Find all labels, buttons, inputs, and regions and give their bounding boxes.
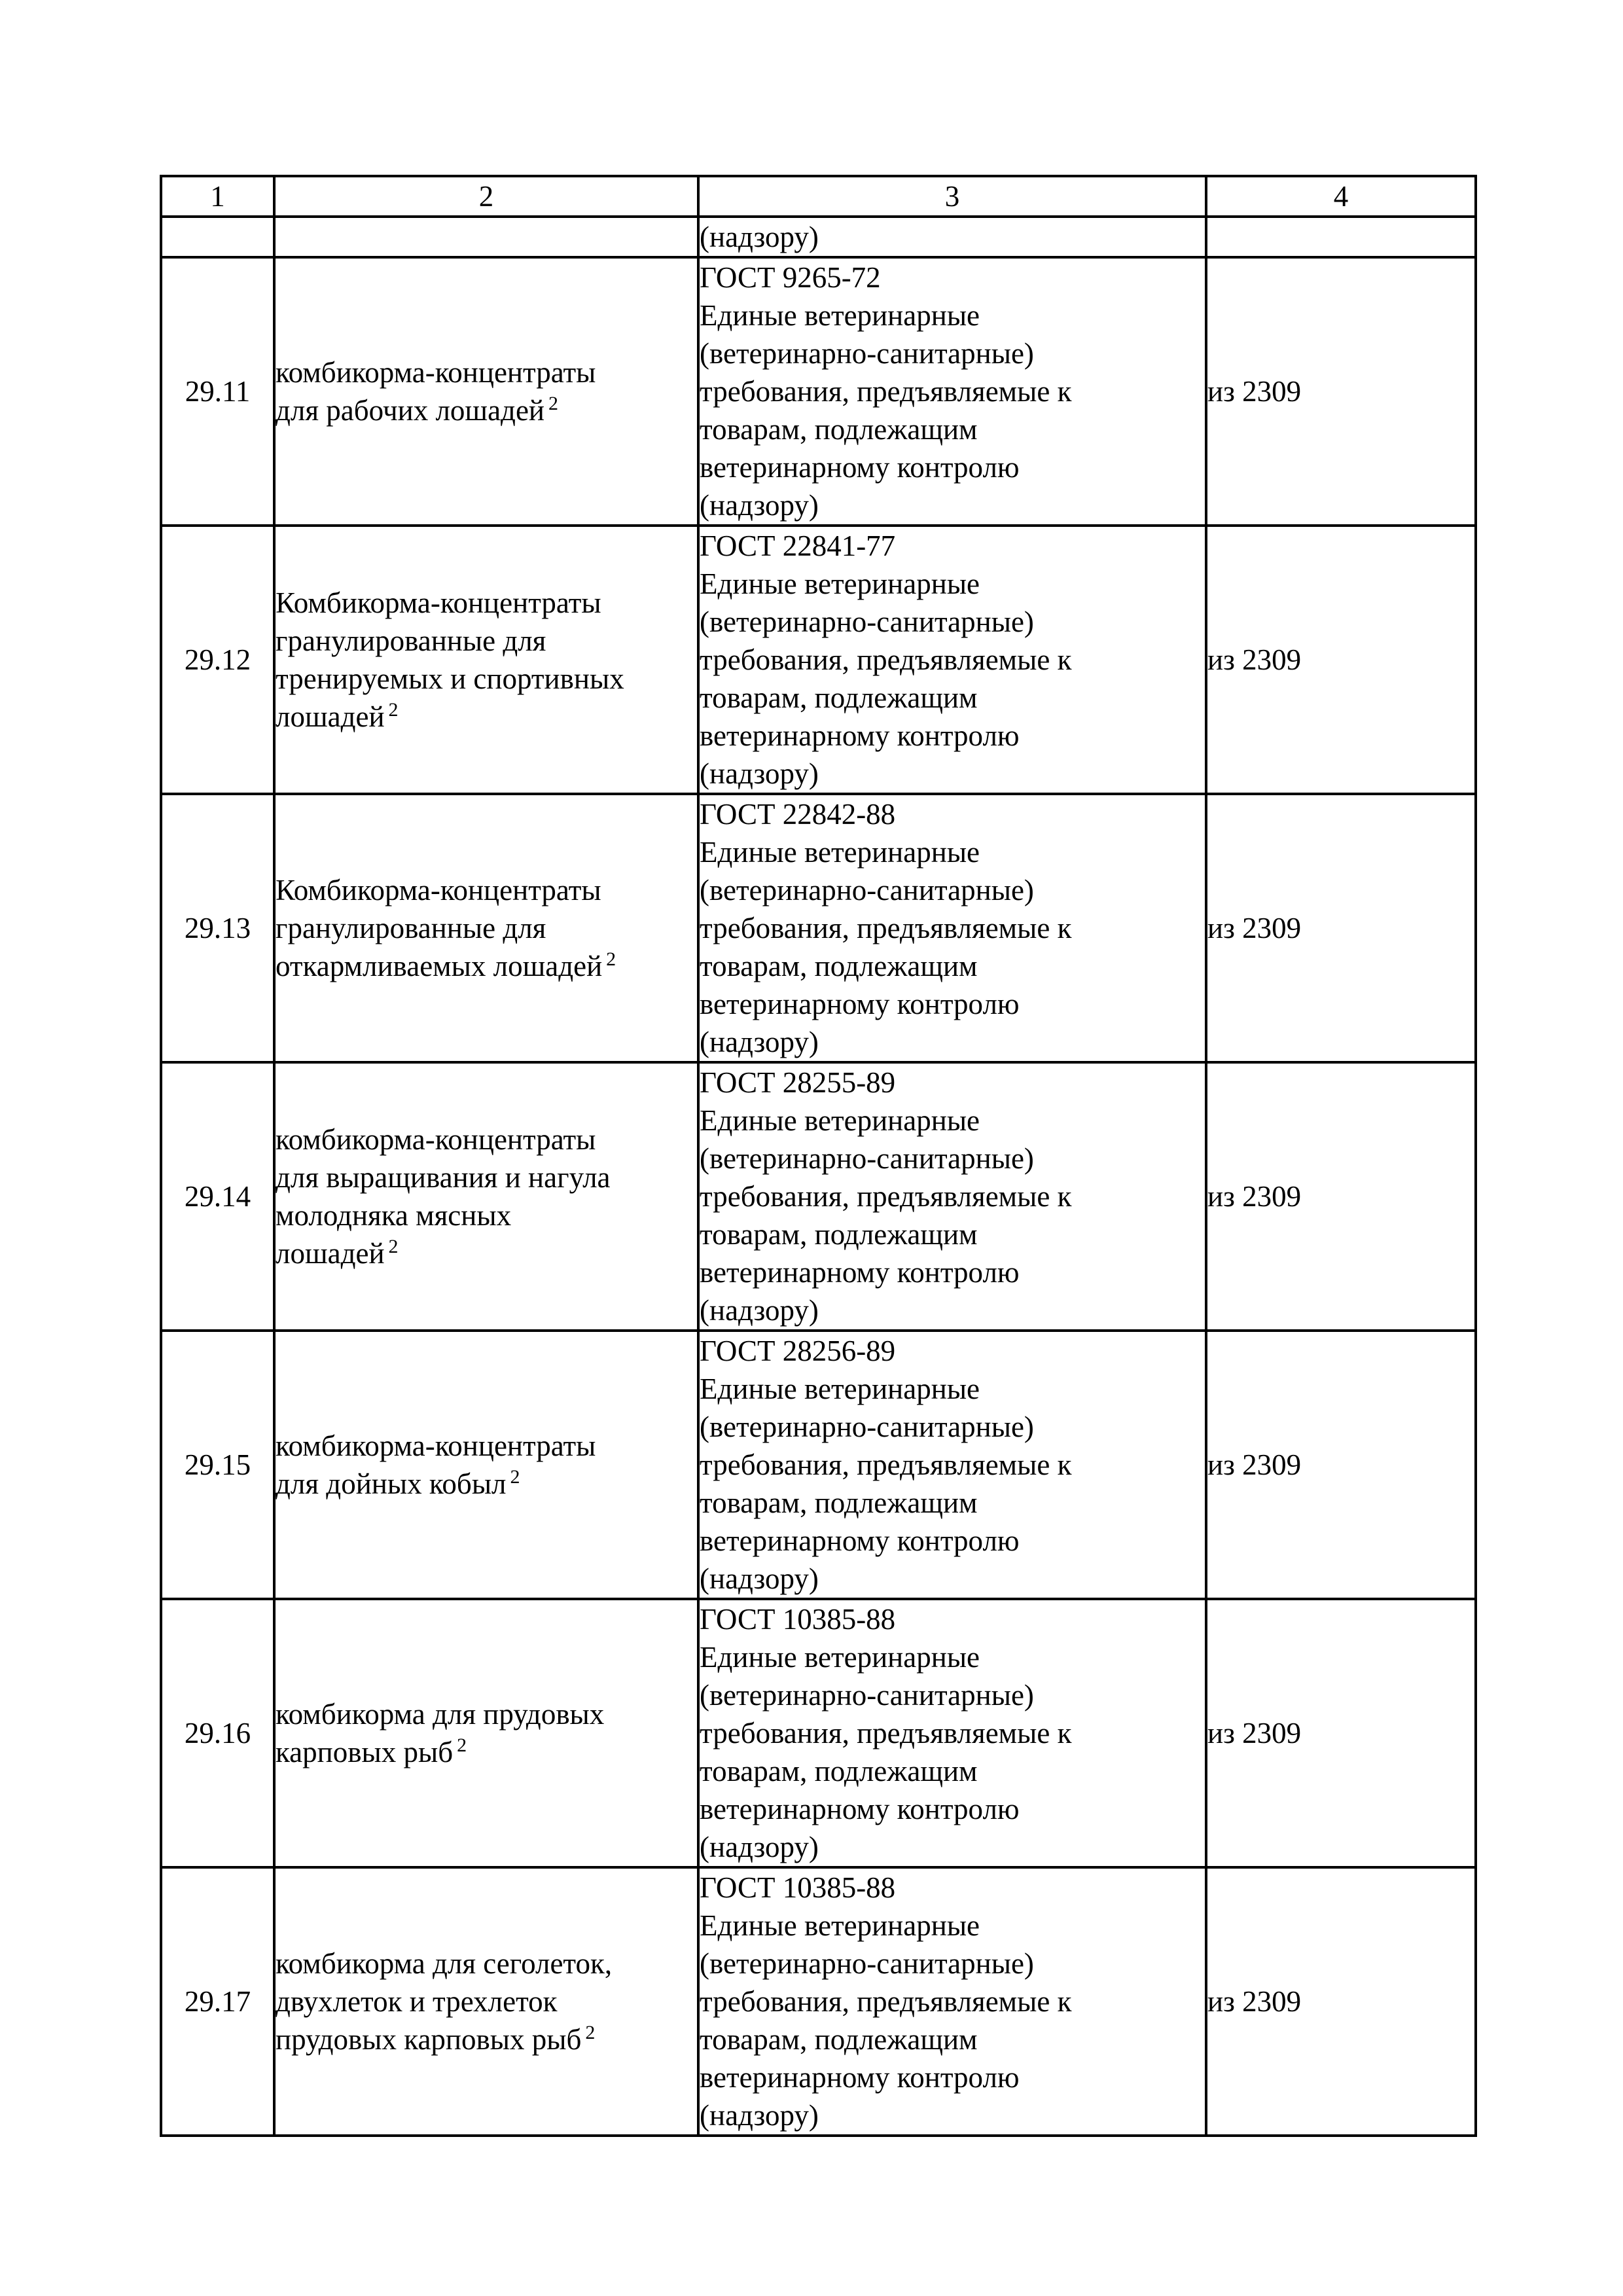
table-row bbox=[161, 1062, 1476, 1331]
requirement-document bbox=[698, 1599, 1206, 1867]
product-name-text: карповых рыб bbox=[276, 1736, 454, 1768]
header-cell-3: 3 bbox=[698, 176, 1206, 217]
continuation-code bbox=[1206, 217, 1476, 257]
product-name bbox=[274, 526, 698, 794]
requirement-line: требования, предъявляемые к bbox=[700, 1985, 1072, 2018]
tnved-code: из 2309 bbox=[1206, 526, 1476, 794]
row-number: 29.15 bbox=[161, 1331, 274, 1599]
table-row bbox=[161, 1867, 1476, 2136]
requirement-line: (надзору) bbox=[700, 1562, 819, 1595]
product-name-line bbox=[276, 947, 697, 985]
requirement-line: требования, предъявляемые к bbox=[700, 375, 1072, 408]
regulation-table bbox=[160, 175, 1477, 2137]
requirement-line: (надзору) bbox=[700, 1831, 819, 1863]
footnote-marker: 2 bbox=[585, 2022, 596, 2043]
requirement-line: Единые ветеринарные bbox=[700, 1104, 980, 1137]
requirement-line: (надзору) bbox=[700, 757, 819, 790]
requirement-line: товарам, подлежащим bbox=[700, 1486, 978, 1519]
product-name-line bbox=[276, 1733, 697, 1771]
product-name-text: комбикорма для сеголеток, bbox=[276, 1947, 613, 1980]
gost-reference: ГОСТ 22841-77 bbox=[700, 529, 896, 562]
header-cell-2: 2 bbox=[274, 176, 698, 217]
table-row bbox=[161, 257, 1476, 526]
row-number: 29.13 bbox=[161, 794, 274, 1062]
requirement-line: Единые ветеринарные bbox=[700, 1909, 980, 1942]
requirement-line: требования, предъявляемые к bbox=[700, 912, 1072, 944]
requirement-line: ветеринарному контролю bbox=[700, 451, 1020, 484]
product-name-text: гранулированные для bbox=[276, 912, 546, 944]
row-number: 29.14 bbox=[161, 1062, 274, 1331]
product-name-line bbox=[276, 1945, 697, 1982]
table-row bbox=[161, 1331, 1476, 1599]
tnved-code: из 2309 bbox=[1206, 1599, 1476, 1867]
requirement-line: (ветеринарно-санитарные) bbox=[700, 1410, 1034, 1443]
requirement-line: ветеринарному контролю bbox=[700, 719, 1020, 752]
requirement-line: требования, предъявляемые к bbox=[700, 1448, 1072, 1481]
product-name-line bbox=[276, 584, 697, 622]
product-name-text: комбикорма для прудовых bbox=[276, 1698, 605, 1731]
header-row bbox=[161, 176, 1476, 217]
requirement-document bbox=[698, 526, 1206, 794]
footnote-marker: 2 bbox=[388, 699, 399, 721]
requirement-line: (надзору) bbox=[700, 2099, 819, 2132]
product-name-text: лошадей bbox=[276, 1237, 385, 1270]
product-name-line bbox=[276, 1234, 697, 1272]
requirement-line: товарам, подлежащим bbox=[700, 2023, 978, 2056]
product-name-line bbox=[276, 698, 697, 736]
row-number: 29.17 bbox=[161, 1867, 274, 2136]
product-name-text: для дойных кобыл bbox=[276, 1467, 507, 1500]
footnote-marker: 2 bbox=[388, 1236, 399, 1257]
requirement-line: товарам, подлежащим bbox=[700, 950, 978, 982]
requirement-line: ветеринарному контролю bbox=[700, 1793, 1020, 1825]
requirement-line: (ветеринарно-санитарные) bbox=[700, 874, 1034, 906]
product-name-line bbox=[276, 622, 697, 660]
table-row bbox=[161, 1599, 1476, 1867]
product-name-text: для рабочих лошадей bbox=[276, 394, 544, 427]
product-name-line bbox=[276, 353, 697, 391]
tnved-code: из 2309 bbox=[1206, 1062, 1476, 1331]
product-name-text: комбикорма-концентраты bbox=[276, 1429, 596, 1462]
requirement-line: (ветеринарно-санитарные) bbox=[700, 1142, 1034, 1175]
product-name-line bbox=[276, 909, 697, 947]
requirement-line: (надзору) bbox=[700, 1294, 819, 1327]
product-name-text: комбикорма-концентраты bbox=[276, 1123, 596, 1156]
product-name-text: лошадей bbox=[276, 700, 385, 733]
tnved-code: из 2309 bbox=[1206, 1331, 1476, 1599]
product-name-text: прудовых карповых рыб bbox=[276, 2023, 582, 2056]
requirement-line: (ветеринарно-санитарные) bbox=[700, 605, 1034, 638]
requirement-line: (надзору) bbox=[700, 489, 819, 522]
product-name-text: двухлеток и трехлеток bbox=[276, 1985, 558, 2018]
requirement-line: Единые ветеринарные bbox=[700, 836, 980, 869]
gost-reference: ГОСТ 9265-72 bbox=[700, 261, 881, 294]
footnote-marker: 2 bbox=[457, 1734, 467, 1756]
continuation-row bbox=[161, 217, 1476, 257]
tnved-code: из 2309 bbox=[1206, 1867, 1476, 2136]
requirement-line: ветеринарному контролю bbox=[700, 1256, 1020, 1289]
header-cell-4: 4 bbox=[1206, 176, 1476, 217]
product-name-text: молодняка мясных bbox=[276, 1199, 512, 1232]
requirement-line: требования, предъявляемые к bbox=[700, 643, 1072, 676]
requirement-document bbox=[698, 1331, 1206, 1599]
product-name-text: тренируемых и спортивных bbox=[276, 662, 624, 695]
requirement-line: Единые ветеринарные bbox=[700, 299, 980, 332]
gost-reference: ГОСТ 10385-88 bbox=[700, 1603, 896, 1636]
product-name-line bbox=[276, 660, 697, 698]
requirement-line: ветеринарному контролю bbox=[700, 2061, 1020, 2094]
requirement-line: ветеринарному контролю bbox=[700, 988, 1020, 1020]
product-name-line bbox=[276, 1465, 697, 1503]
product-name bbox=[274, 1331, 698, 1599]
gost-reference: ГОСТ 28256-89 bbox=[700, 1335, 896, 1367]
requirement-line: требования, предъявляемые к bbox=[700, 1717, 1072, 1749]
requirement-line: Единые ветеринарные bbox=[700, 1372, 980, 1405]
continuation-number bbox=[161, 217, 274, 257]
product-name bbox=[274, 794, 698, 1062]
requirement-line: (ветеринарно-санитарные) bbox=[700, 337, 1034, 370]
requirement-document bbox=[698, 1062, 1206, 1331]
product-name-line bbox=[276, 1427, 697, 1465]
table-row bbox=[161, 794, 1476, 1062]
product-name-line bbox=[276, 1121, 697, 1158]
footnote-marker: 2 bbox=[510, 1466, 520, 1488]
continuation-requirement: (надзору) bbox=[698, 217, 1206, 257]
row-number: 29.16 bbox=[161, 1599, 274, 1867]
product-name-text: Комбикорма-концентраты bbox=[276, 586, 601, 619]
requirement-document bbox=[698, 794, 1206, 1062]
tnved-code: из 2309 bbox=[1206, 257, 1476, 526]
product-name-text: Комбикорма-концентраты bbox=[276, 874, 601, 906]
requirement-line: товарам, подлежащим bbox=[700, 1755, 978, 1787]
continuation-name bbox=[274, 217, 698, 257]
header-cell-1: 1 bbox=[161, 176, 274, 217]
product-name-text: для выращивания и нагула bbox=[276, 1161, 611, 1194]
footnote-marker: 2 bbox=[548, 393, 558, 414]
product-name-text: гранулированные для bbox=[276, 624, 546, 657]
requirement-line: Единые ветеринарные bbox=[700, 1641, 980, 1674]
product-name-line bbox=[276, 391, 697, 429]
row-number: 29.12 bbox=[161, 526, 274, 794]
requirement-line: (ветеринарно-санитарные) bbox=[700, 1679, 1034, 1712]
product-name-line bbox=[276, 1982, 697, 2020]
product-name-text: комбикорма-концентраты bbox=[276, 356, 596, 389]
tnved-code: из 2309 bbox=[1206, 794, 1476, 1062]
table-row bbox=[161, 526, 1476, 794]
requirement-line: товарам, подлежащим bbox=[700, 413, 978, 446]
row-number: 29.11 bbox=[161, 257, 274, 526]
requirement-line: (надзору) bbox=[700, 1026, 819, 1058]
requirement-line: товарам, подлежащим bbox=[700, 1218, 978, 1251]
requirement-document bbox=[698, 257, 1206, 526]
product-name-line bbox=[276, 2020, 697, 2058]
requirement-line: ветеринарному контролю bbox=[700, 1524, 1020, 1557]
product-name bbox=[274, 257, 698, 526]
product-name bbox=[274, 1062, 698, 1331]
product-name bbox=[274, 1867, 698, 2136]
gost-reference: ГОСТ 10385-88 bbox=[700, 1871, 896, 1904]
requirement-line: (ветеринарно-санитарные) bbox=[700, 1947, 1034, 1980]
requirement-line: Единые ветеринарные bbox=[700, 567, 980, 600]
product-name-line bbox=[276, 1158, 697, 1196]
product-name-line bbox=[276, 1695, 697, 1733]
product-name-line bbox=[276, 1196, 697, 1234]
requirement-line: товарам, подлежащим bbox=[700, 681, 978, 714]
gost-reference: ГОСТ 28255-89 bbox=[700, 1066, 896, 1099]
gost-reference: ГОСТ 22842-88 bbox=[700, 798, 896, 831]
product-name-text: откармливаемых лошадей bbox=[276, 950, 603, 982]
product-name bbox=[274, 1599, 698, 1867]
product-name-line bbox=[276, 871, 697, 909]
footnote-marker: 2 bbox=[606, 948, 616, 970]
requirement-line: требования, предъявляемые к bbox=[700, 1180, 1072, 1213]
requirement-document bbox=[698, 1867, 1206, 2136]
